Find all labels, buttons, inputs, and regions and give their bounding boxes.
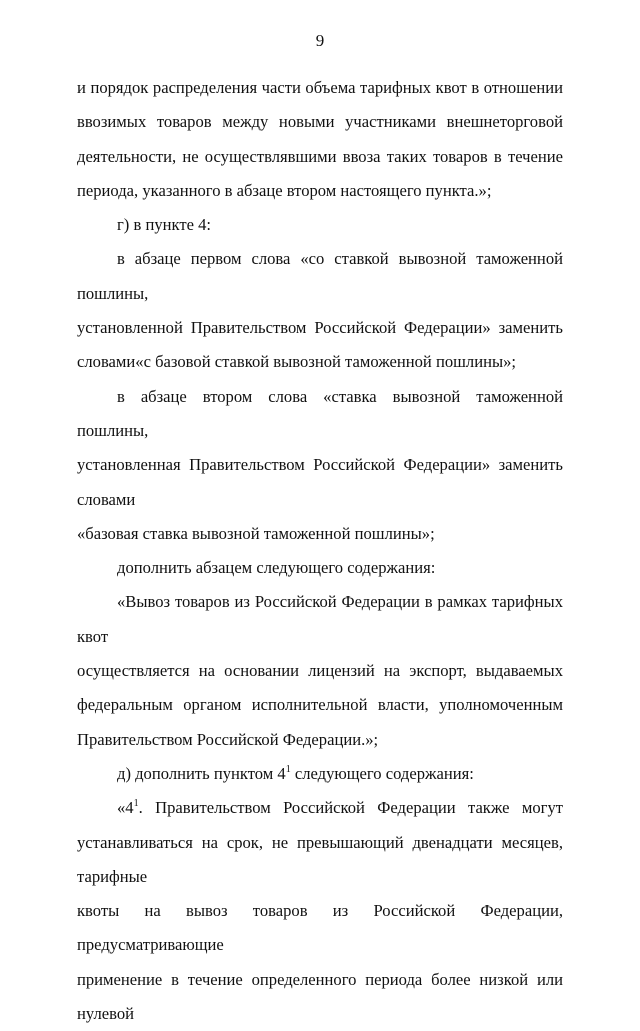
text-line: ввозимых товаров между новыми участниками внешнеторговой <box>77 112 563 132</box>
text-line: «Вывоз товаров из Российской Федерации в рамках тарифных квот <box>77 592 563 646</box>
paragraph-quota-distribution <box>77 71 563 208</box>
text-line: применение в течение определенного периода более низкой или нулевой <box>77 969 563 1024</box>
text-fragment: «4 <box>117 798 134 818</box>
page-number: 9 <box>315 31 325 50</box>
text-line: установленная Правительством Российской Федерации» заменить словами <box>77 455 563 509</box>
text-line: и порядок распределения части объема тарифных квот в отношении <box>77 78 563 97</box>
text-line: Правительством Российской Федерации.»; <box>77 729 379 749</box>
paragraph-first-abzac <box>77 242 563 379</box>
paragraph-point-4-1 <box>77 791 563 1031</box>
text-line: осуществляется на основании лицензий на экспорт, выдаваемых <box>77 661 563 681</box>
text-line: деятельности, не осуществлявшими ввоза таких товаров в течение <box>77 146 563 166</box>
text-line: периода, указанного в абзаце втором настоящего пункта.»; <box>77 180 492 200</box>
text-line <box>77 791 563 825</box>
text-line <box>77 757 563 791</box>
text-fragment: д) дополнить пунктом 4 <box>117 763 286 783</box>
text-line: федеральным органом исполнительной власти, уполномоченным <box>77 695 563 715</box>
paragraph-item-d <box>77 757 563 791</box>
document-body <box>77 71 563 1031</box>
paragraph-second-abzac <box>77 380 563 551</box>
paragraph-export-licenses <box>77 585 563 756</box>
superscript: 1 <box>133 798 139 810</box>
text-line: дополнить абзацем следующего содержания: <box>117 558 436 578</box>
paragraph-add-abzac <box>77 551 563 585</box>
text-fragment: . Правительством Российской Федерации также могут <box>138 798 563 818</box>
text-line: в абзаце первом слова «со ставкой вывозной таможенной пошлины, <box>77 249 563 303</box>
text-line: в абзаце втором слова «ставка вывозной таможенной пошлины, <box>77 386 563 440</box>
text-line: г) в пункте 4: <box>117 215 212 235</box>
text-line: установленной Правительством Российской Федерации» заменить <box>77 318 563 338</box>
text-line: устанавливаться на срок, не превышающий двенадцати месяцев, тарифные <box>77 832 563 886</box>
text-line: словами«с базовой ставкой вывозной таможенной пошлины»; <box>77 352 517 372</box>
paragraph-item-g <box>77 208 563 242</box>
text-line: квоты на вывоз товаров из Российской Федерации, предусматривающие <box>77 901 563 955</box>
superscript: 1 <box>285 763 291 775</box>
text-fragment: следующего содержания: <box>290 763 474 783</box>
text-line: «базовая ставка вывозной таможенной пошлины»; <box>77 523 435 543</box>
